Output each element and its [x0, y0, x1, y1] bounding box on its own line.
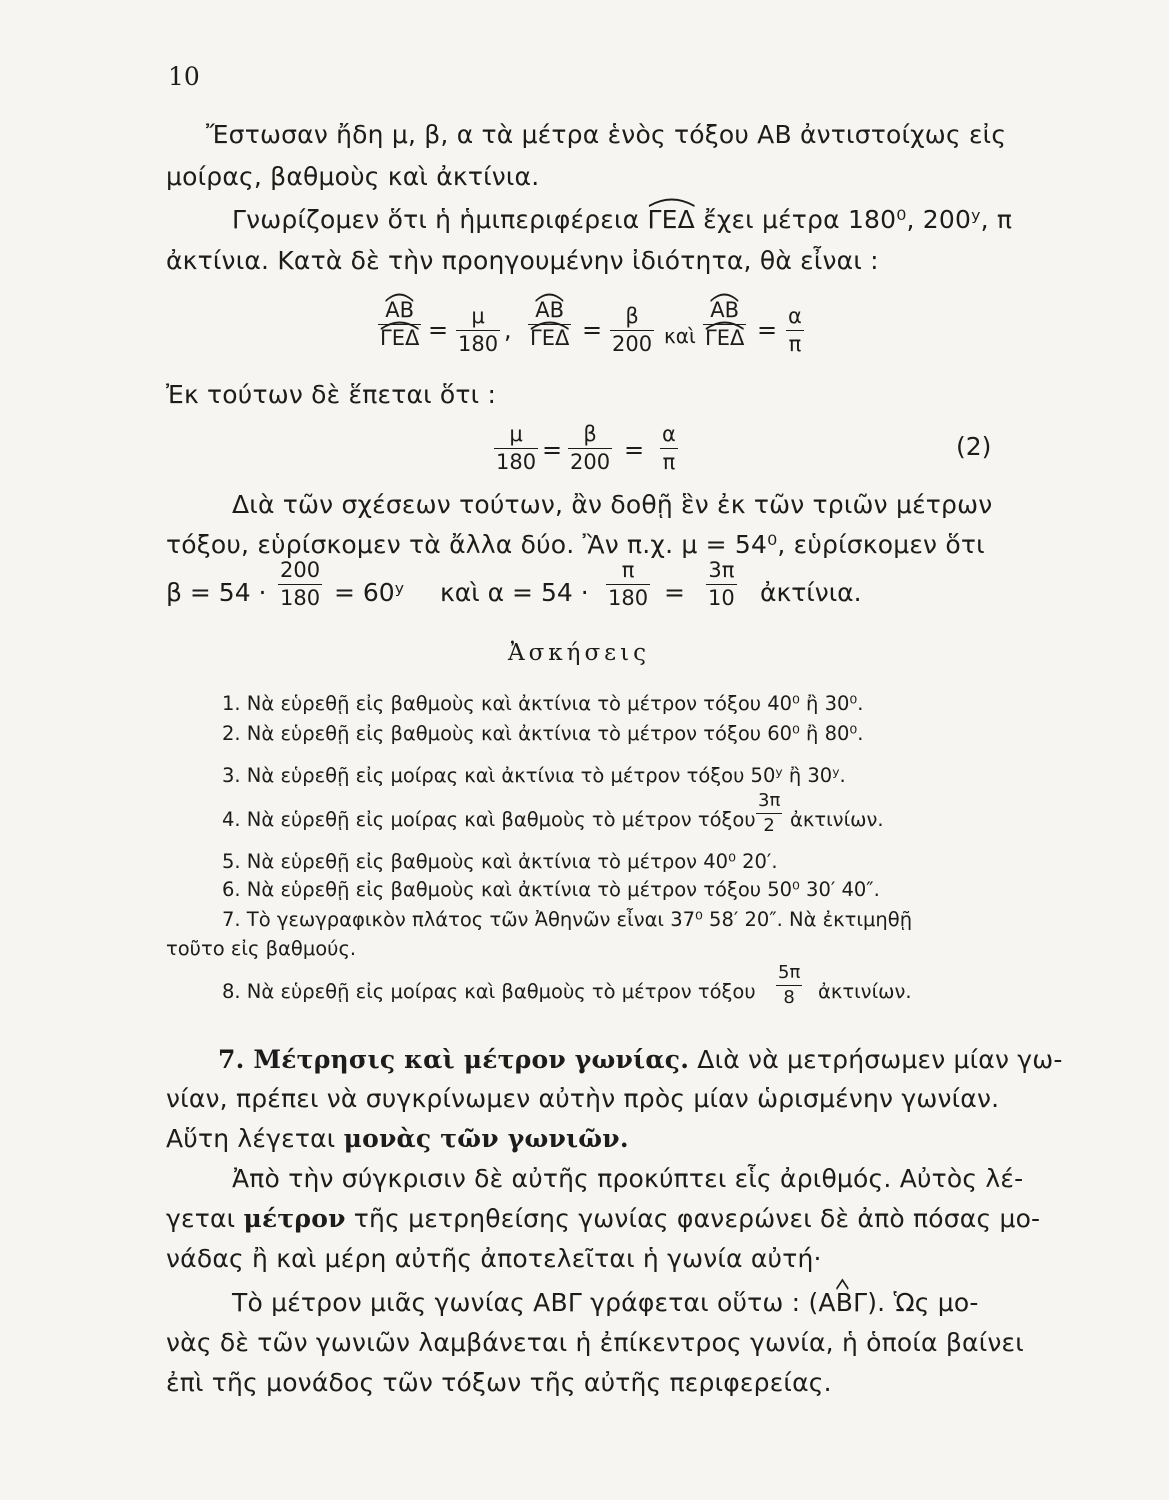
eq-sign: = — [428, 316, 449, 344]
exercise-7-cont: τοῦτο εἰς βαθμούς. — [166, 937, 357, 960]
section7-line4: Ἀπὸ τὴν σύγκρισιν δὲ αὐτῆς προκύπτει εἷς ἀριθμός. Αὐτὸς λέ- — [232, 1164, 1024, 1193]
frac-ab-ged-3: ΑΒ ΓΕΔ — [703, 300, 746, 349]
section7-line5: γεται μέτρον τῆς μετρηθείσης γωνίας φανερώνει δὲ ἀπὸ πόσας μο- — [166, 1204, 1041, 1233]
frac-mu-180: $\frac{\mu}{180}$ — [458, 304, 499, 356]
exercise-6: 6. Νὰ εὑρεθῇ εἰς βαθμοὺς καὶ ἀκτίνια τὸ μέτρον τόξου 50⁰ 30′ 40″. — [222, 878, 880, 901]
eq-sign: = — [664, 578, 685, 607]
para2-text-a: Γνωρίζομεν ὅτι ἡ ἡμιπεριφέρεια — [232, 205, 648, 234]
exercise-4-tail: ἀκτινίων. — [790, 808, 884, 831]
para1-line2: μοίρας, βαθμοὺς καὶ ἀκτίνια. — [166, 162, 540, 191]
page-number: 10 — [168, 62, 200, 91]
eq-sign: = — [757, 316, 778, 344]
para2-text-b: ἔχει μέτρα 180⁰, 200ʸ, π — [694, 205, 1013, 234]
exercise-8: 8. Νὰ εὑρεθῇ εἰς μοίρας καὶ βαθμοὺς τὸ μέτρον τόξου — [222, 980, 756, 1003]
eq-sign: = — [542, 436, 563, 464]
section7-line1: 7. Μέτρησις καὶ μέτρον γωνίας. Διὰ νὰ μετρήσωμεν μίαν γω- — [218, 1045, 1063, 1074]
frac-3pi-10: $\frac{3\pi}{10}$ — [708, 558, 735, 610]
section7-line6: νάδας ἢ καὶ μέρη αὐτῆς ἀποτελεῖται ἡ γωνία αὐτή· — [166, 1244, 822, 1273]
frac-5pi-8: $\frac{5\pi}{8}$ — [778, 962, 801, 1008]
para1-line1: Ἔστωσαν ἤδη μ, β, α τὰ μέτρα ἑνὸς τόξου ΑΒ ἀντιστοίχως εἰς — [206, 120, 1007, 149]
para2-line2: ἀκτίνια. Κατὰ δὲ τὴν προηγουμένην ἰδιότητα, θὰ εἶναι : — [166, 246, 879, 275]
para2-line1 — [232, 205, 1012, 234]
exercises-title: Ἀσκήσεις — [508, 640, 650, 666]
angle-abg: ΑΒΓ — [818, 1288, 867, 1317]
exercise-1: 1. Νὰ εὑρεθῇ εἰς βαθμοὺς καὶ ἀκτίνια τὸ μέτρον τόξου 40⁰ ἢ 30⁰. — [222, 692, 864, 715]
frac-beta-200: $\frac{\beta}{200}$ — [612, 304, 653, 356]
para3-line1: Διὰ τῶν σχέσεων τούτων, ἂν δοθῇ ἓν ἐκ τῶν τριῶν μέτρων — [232, 490, 993, 519]
eq-sign: = — [582, 316, 603, 344]
aktinia-word: ἀκτίνια. — [760, 578, 862, 607]
frac-pi-180: $\frac{\pi}{180}$ — [608, 558, 649, 610]
exercise-2: 2. Νὰ εὑρεθῇ εἰς βαθμοὺς καὶ ἀκτίνια τὸ μέτρον τόξου 60⁰ ἢ 80⁰. — [222, 722, 864, 745]
arc-ged: ΓΕΔ — [648, 205, 695, 234]
kai-alpha: καὶ α = 54 · — [440, 578, 589, 607]
frac-beta-200: $\frac{\beta}{200}$ — [570, 422, 611, 474]
frac-3pi-2: $\frac{3\pi}{2}$ — [758, 790, 781, 836]
exercise-8-tail: ἀκτινίων. — [818, 980, 912, 1003]
equation-label: (2) — [956, 432, 992, 461]
term-metron: μέτρον — [243, 1204, 346, 1233]
exercise-7: 7. Τὸ γεωγραφικὸν πλάτος τῶν Ἀθηνῶν εἶναι 37⁰ 58′ 20″. Νὰ ἐκτιμηθῇ — [222, 908, 913, 931]
frac-200-180: $\frac{200}{180}$ — [280, 558, 321, 610]
section7-line8: νὰς δὲ τῶν γωνιῶν λαμβάνεται ἡ ἐπίκεντρος γωνία, ἡ ὁποία βαίνει — [166, 1328, 1024, 1357]
section7-line2: νίαν, πρέπει νὰ συγκρίνωμεν αὐτὴν πρὸς μίαν ὡρισμένην γωνίαν. — [166, 1084, 1000, 1113]
section7-heading: 7. Μέτρησις καὶ μέτρον γωνίας. — [218, 1045, 690, 1074]
section7-line3: Αὕτη λέγεται μονὰς τῶν γωνιῶν. — [166, 1124, 629, 1153]
exercise-3: 3. Νὰ εὑρεθῇ εἰς μοίρας καὶ ἀκτίνια τὸ μέτρον τόξου 50ʸ ἢ 30ʸ. — [222, 764, 846, 787]
frac-ab-ged-1: ΑΒ ΓΕΔ — [378, 300, 421, 349]
result-60: = 60ʸ — [334, 578, 405, 607]
frac-ab-ged-2: ΑΒ ΓΕΔ — [528, 300, 571, 349]
frac-mu-180: $\frac{\mu}{180}$ — [496, 422, 537, 474]
para3-line2: τόξου, εὑρίσκομεν τὰ ἄλλα δύο. Ἂν π.χ. μ = 54⁰, εὑρίσκομεν ὅτι — [166, 530, 985, 559]
comma: , — [504, 316, 512, 344]
term-monas: μονὰς τῶν γωνιῶν. — [343, 1124, 629, 1153]
section7-line7: Τὸ μέτρον μιᾶς γωνίας ΑΒΓ γράφεται οὕτω : ( ΑΒΓ). Ὡς μο- — [232, 1288, 979, 1317]
frac-alpha-pi: $\frac{\alpha}{\pi}$ — [788, 304, 802, 356]
exercise-5: 5. Νὰ εὑρεθῇ εἰς βαθμοὺς καὶ ἀκτίνια τὸ μέτρον 40⁰ 20′. — [222, 850, 778, 873]
section7-line9: ἐπὶ τῆς μονάδος τῶν τόξων τῆς αὐτῆς περιφερείας. — [166, 1368, 832, 1397]
eq-sign: = — [624, 436, 645, 464]
ek-touton-line: Ἐκ τούτων δὲ ἕπεται ὅτι : — [166, 380, 497, 409]
beta-eq: β = 54 · — [166, 578, 267, 607]
exercise-4: 4. Νὰ εὑρεθῇ εἰς μοίρας καὶ βαθμοὺς τὸ μέτρον τόξου — [222, 808, 756, 831]
frac-alpha-pi: $\frac{\alpha}{\pi}$ — [662, 422, 676, 474]
kai-word: καὶ — [664, 324, 696, 348]
